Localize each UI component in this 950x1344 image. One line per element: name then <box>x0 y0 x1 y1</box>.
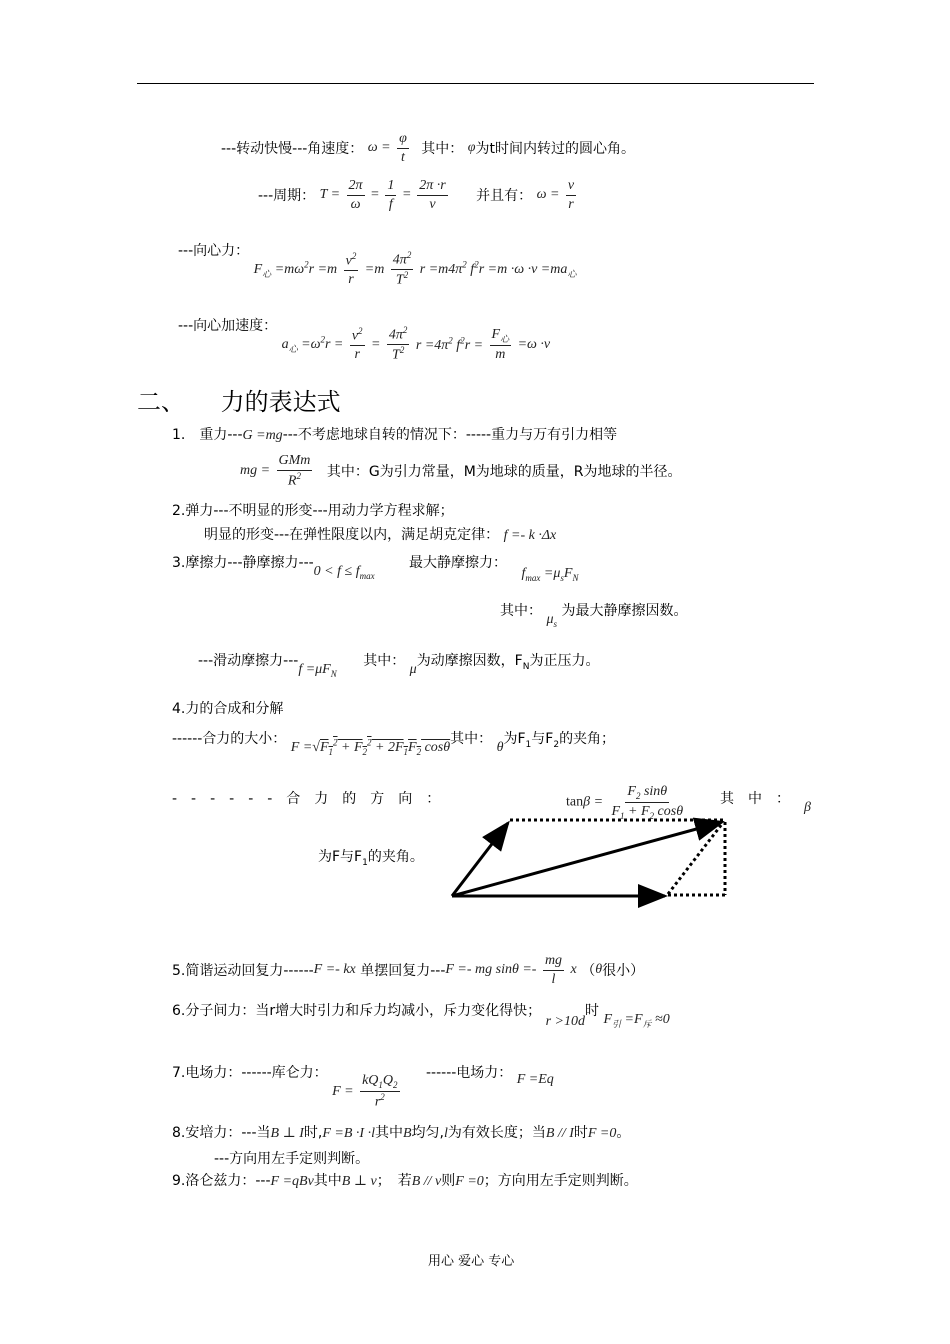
sliding-line <box>198 650 600 679</box>
theta-symbol: θ <box>496 740 504 755</box>
friction-max-label: 最大静摩擦力： <box>409 555 508 571</box>
mg-over-l: $\frac{mg}{l}$ <box>544 953 563 987</box>
accel-mid: $r =4\pi^2$ $f^2r$ = <box>415 335 484 353</box>
lorentz-then: 则 <box>441 1173 456 1189</box>
lorentz-end: ；方向用左手定则判断。 <box>483 1173 638 1189</box>
mu-symbol: μ <box>409 662 417 677</box>
mu-s: $\mu_s$ <box>546 612 557 629</box>
molecular-line <box>172 1000 670 1029</box>
centripetal-accel-label: ---向心加速度： <box>178 318 278 334</box>
one-over-f: $\frac{1}{f}$ <box>387 178 395 212</box>
omega-formula: ω = <box>367 140 391 155</box>
g-mg: G =mg <box>242 428 283 443</box>
force-parallelogram-diagram <box>440 810 740 910</box>
pendulum-cond: 很小） <box>602 963 645 979</box>
elastic-label: 2.弹力---不明显的形变---用动力学方程求解； <box>172 503 454 519</box>
elastic-obvious: 明显的形变---在弹性限度以内，满足胡克定律： <box>204 527 500 543</box>
shm-label: 5.简谐运动回复力------ <box>172 963 314 979</box>
lorentz-label: 9.洛仑兹力：--- <box>172 1173 271 1189</box>
section-title: 力的表达式 <box>220 388 341 416</box>
header-rule <box>137 83 814 84</box>
resultant-mag-note: 为F <box>503 731 526 747</box>
period-and: 并且有： <box>476 188 533 204</box>
friction-max-note: 为最大静摩擦因数。 <box>561 603 688 619</box>
sliding-where: 其中： <box>363 653 406 669</box>
resultant-dir-where: 其中： <box>720 791 804 807</box>
molecular-label: 6.分子间力：当r增大时引力和斥力均减小，斥力变化得快； <box>172 1003 542 1019</box>
electric-field-label: ------电场力： <box>425 1065 513 1081</box>
sub-1: 1 <box>525 739 532 750</box>
accel-4pi2-over-t2: $\frac{4\pi^2}{T^2}$ <box>388 325 408 363</box>
resultant-dir-where-wrap <box>720 788 804 808</box>
section-heading <box>137 382 341 417</box>
gravity-label: 1. 重力--- <box>172 427 243 443</box>
r-gt-10d: r >10d <box>545 1014 585 1029</box>
v-over-r: $\frac{v}{r}$ <box>567 178 575 212</box>
kqq-over-r2: $\frac{kQ_1Q_2}{r^2}$ <box>362 1073 398 1110</box>
friction-line <box>172 552 579 583</box>
phi-symbol: φ <box>467 140 476 155</box>
two-pi-r-over-v: $\frac{2\pi \cdot r}{v}$ <box>419 178 446 212</box>
ampere-dir: ---方向用左手定则判断。 <box>214 1151 370 1167</box>
elastic-line <box>172 500 454 520</box>
mg-eq: mg = <box>240 462 271 478</box>
resultant-mag-note3: 的夹角； <box>559 731 616 747</box>
b-perp-i: B ⊥ I <box>270 1126 304 1141</box>
4pi2-over-t2: $\frac{4\pi^2}{T^2}$ <box>392 250 412 288</box>
eq-m: =m <box>364 261 385 277</box>
resultant-dir-label-wrap <box>172 788 454 808</box>
gravity-where: 其中：G为引力常量，M为地球的质量，R为地球的半径。 <box>326 463 682 480</box>
two-pi-over-omega: $\frac{2\pi}{\omega}$ <box>348 178 363 212</box>
resultant-f-arrow <box>452 822 722 896</box>
ampere-mid: 其中 <box>374 1125 403 1141</box>
phi-over-t: $\frac{\varphi}{t}$ <box>399 131 407 165</box>
sliding-note-sub: N <box>522 661 530 672</box>
equals-2: = <box>402 187 411 202</box>
lorentz-line <box>172 1170 638 1190</box>
b-perp-v: B ⊥ v <box>341 1174 377 1189</box>
theta-small: θ <box>595 962 603 977</box>
sliding-note: 为动摩擦因数，F <box>416 653 523 669</box>
sub-2: 2 <box>553 739 560 750</box>
pendulum-formula: F =- mg sinθ =- <box>445 962 537 977</box>
f-eq: F =Eq <box>516 1072 554 1087</box>
resultant-mag-where: 其中： <box>450 731 493 747</box>
f-attract-repel: $F_引 =F_斥 \approx 0$ <box>603 1012 670 1029</box>
electric-label: 7.电场力：------库仑力： <box>172 1065 328 1081</box>
v2-over-r: $\frac{v^2}{r}$ <box>345 250 357 287</box>
tan-fraction: $\frac{F_2 \sin\theta}{F_1 + F_2 \cos\theta}$ <box>611 784 684 821</box>
compose-title-line <box>172 698 283 718</box>
angular-velocity-line <box>221 130 635 166</box>
centripetal-force-formula: $F_心 =m\omega^2r =m$ <box>253 259 338 279</box>
ampere-effective: 为有效长度；当 <box>447 1125 546 1141</box>
accel-v2-over-r: $\frac{v^2}{r}$ <box>351 325 363 362</box>
ampere-formula: F =B ·I ·l <box>322 1126 375 1141</box>
lorentz-formula: F =qBv <box>270 1174 314 1189</box>
b-sym: B <box>402 1126 412 1141</box>
beta-symbol: β <box>804 800 811 815</box>
shm-formula: F =- kx <box>313 962 356 977</box>
accel-eq: = <box>371 336 381 352</box>
resultant-dir-note: 为F与F <box>318 849 363 865</box>
equals-1: = <box>371 187 379 202</box>
ampere-when: 时 <box>573 1125 588 1141</box>
f-over-m: $\frac{F_心}{m}$ <box>491 326 510 362</box>
accel-formula: $a_心 =\omega^2r$ = <box>281 334 344 354</box>
section-number: 二、 <box>137 388 185 416</box>
resultant-dir-note-line <box>318 846 424 868</box>
centripetal-force-line <box>178 238 577 288</box>
open-paren: （ <box>581 963 596 979</box>
gravity-line <box>172 424 617 444</box>
friction-max-where: 其中： <box>500 603 542 619</box>
fmax-formula: $f_{max} =\mu_sF_N$ <box>521 566 579 583</box>
lorentz-mid: 其中 <box>313 1173 342 1189</box>
lorentz-semicolon: ； 若 <box>376 1173 412 1189</box>
beta: β = <box>583 794 604 810</box>
period-label: ---周期： <box>258 188 316 204</box>
elastic-obvious-line <box>204 524 556 544</box>
gravity-note: ---不考虑地球自转的情况下：-----重力与万有引力相等 <box>282 427 618 443</box>
sliding-formula: $f =\mu F_N$ <box>298 662 337 679</box>
friction-label: 3.摩擦力---静摩擦力--- <box>172 555 314 571</box>
period-line <box>258 177 578 213</box>
ampere-end: 。 <box>616 1125 631 1141</box>
gravity-formula-line <box>240 452 682 490</box>
resultant-mag-note2: 与F <box>531 731 554 747</box>
centripetal-force-label: ---向心力： <box>178 243 250 259</box>
resultant-dir-note2: 的夹角。 <box>367 849 424 865</box>
f-zero: F =0 <box>587 1126 617 1141</box>
molecular-when: 时 <box>584 1003 599 1019</box>
resultant-mag-line <box>172 728 616 757</box>
ampere-dir-line <box>214 1148 369 1168</box>
angular-velocity-note: 为t时间内转过的圆心角。 <box>475 141 635 157</box>
shm-line <box>172 952 644 988</box>
x-var: x <box>570 962 577 977</box>
accel-tail: =ω ·v <box>517 336 551 352</box>
centripetal-accel-line <box>178 313 551 363</box>
b-parallel-v: B // v <box>411 1174 442 1189</box>
resultant-mag-label: ------合力的大小： <box>172 731 287 747</box>
l-sym: l <box>443 1126 448 1141</box>
centripetal-tail: $r =m4\pi^2$ $f^2r =m \cdot\omega \cdot v =ma_心$ <box>419 259 577 279</box>
resultant-dir-label: ------合力的方向： <box>172 791 455 807</box>
ampere-label: 8.安培力：---当 <box>172 1125 271 1141</box>
b-parallel-i: B // I <box>545 1126 574 1141</box>
page-footer: 用心 爱心 专心 <box>428 1254 515 1269</box>
angular-velocity-note-prefix: 其中： <box>421 141 464 157</box>
friction-max-where-line <box>500 600 688 629</box>
lorentz-f-zero: F =0 <box>455 1174 484 1189</box>
force-f2-arrow <box>452 823 508 896</box>
ampere-note: 时, <box>303 1125 323 1141</box>
sub-1b: 1 <box>362 857 368 868</box>
period-formula-t: T = <box>319 187 341 202</box>
ampere-line <box>172 1122 630 1142</box>
hooke-formula: f =- k ·Δx <box>503 528 557 543</box>
ampere-uniform: 均匀, <box>411 1125 444 1141</box>
sliding-label: ---滑动摩擦力--- <box>198 653 299 669</box>
pendulum-label: 单摆回复力--- <box>360 963 446 979</box>
omega-eq: ω = <box>536 187 560 202</box>
compose-title: 4.力的合成和分解 <box>172 701 284 717</box>
electric-line <box>172 1058 554 1110</box>
resultant-formula: $F =√F_1^2 + F_2^2 + 2F_1F_2$ cosθ <box>290 737 451 757</box>
tan-beta: tan <box>566 794 584 810</box>
gmm-over-r2: $\frac{\text{GMm}}{R^2}$ <box>278 453 311 489</box>
static-range: $0 < f \le f_{max}$ <box>313 564 375 581</box>
sliding-note-end: 为正压力。 <box>529 653 600 669</box>
angular-velocity-label: ---转动快慢---角速度： <box>221 141 364 157</box>
coulomb-f: F = <box>332 1083 354 1099</box>
